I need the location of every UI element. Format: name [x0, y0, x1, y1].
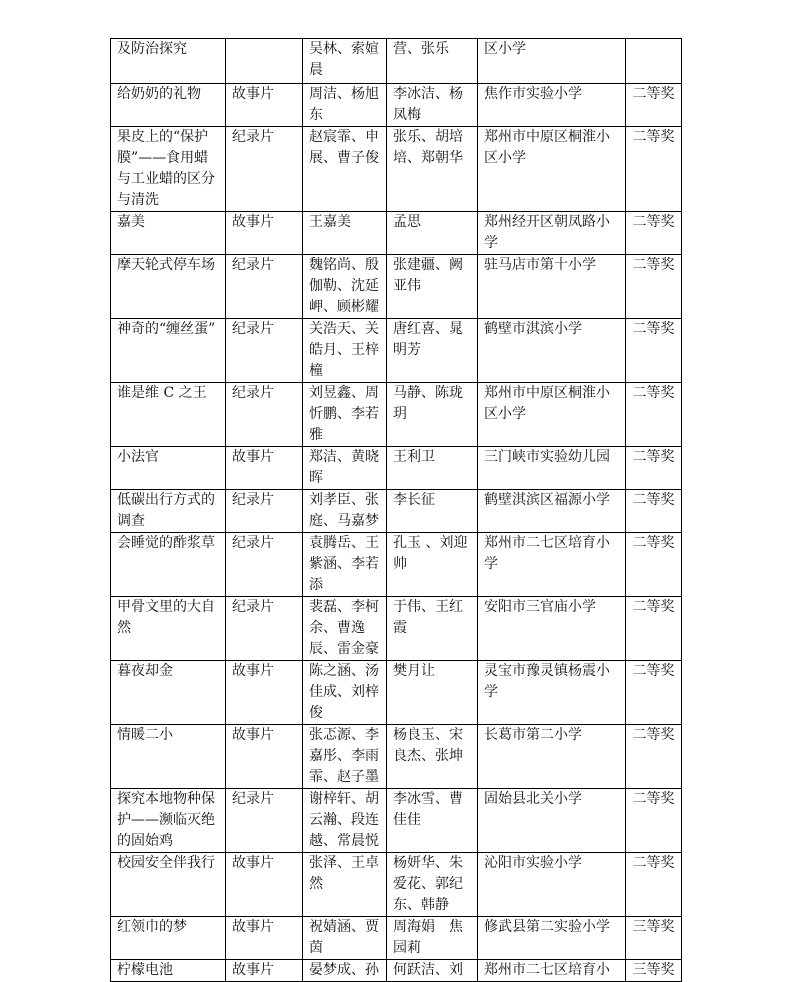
- award-cell: 二等奖: [626, 597, 682, 661]
- title-cell: 小法官: [111, 447, 226, 490]
- students-cell: 吴林、索媗晨: [303, 39, 387, 84]
- type-cell: 纪录片: [226, 255, 303, 319]
- type-cell: 故事片: [226, 960, 303, 982]
- table-body: [111, 39, 682, 982]
- teachers-cell: 唐红喜、晁明芳: [387, 319, 478, 383]
- students-cell: 裴磊、李柯余、曹逸辰、雷金豪: [303, 597, 387, 661]
- award-cell: 二等奖: [626, 661, 682, 725]
- students-cell: 袁腾岳、王紫涵、李若添: [303, 533, 387, 597]
- students-cell: 刘昱鑫、周忻鹏、李若雅: [303, 383, 387, 447]
- teachers-cell: 营、张乐: [387, 39, 478, 84]
- award-cell: 二等奖: [626, 490, 682, 533]
- school-cell: 郑州市二七区培育小学: [478, 533, 626, 597]
- students-cell: 赵宸霏、申展、曹子俊: [303, 127, 387, 212]
- teachers-cell: 杨良玉、宋良杰、张坤: [387, 725, 478, 789]
- table-row: [111, 661, 682, 725]
- title-cell: 暮夜却金: [111, 661, 226, 725]
- table-row: [111, 319, 682, 383]
- title-cell: 会睡觉的酢浆草: [111, 533, 226, 597]
- table-row: [111, 725, 682, 789]
- students-cell: 晏梦成、孙: [303, 960, 387, 982]
- teachers-cell: 于伟、王红霞: [387, 597, 478, 661]
- school-cell: 固始县北关小学: [478, 789, 626, 853]
- title-cell: 情暖二小: [111, 725, 226, 789]
- table-row: [111, 39, 682, 84]
- award-cell: 二等奖: [626, 447, 682, 490]
- table-row: [111, 853, 682, 917]
- type-cell: 纪录片: [226, 789, 303, 853]
- award-cell: 二等奖: [626, 533, 682, 597]
- students-cell: 祝婧涵、贾茵: [303, 917, 387, 960]
- teachers-cell: 马静、陈珑玥: [387, 383, 478, 447]
- school-cell: 驻马店市第十小学: [478, 255, 626, 319]
- teachers-cell: 周海娟 焦园莉: [387, 917, 478, 960]
- award-cell: 二等奖: [626, 127, 682, 212]
- students-cell: 刘孝臣、张庭、马嘉梦: [303, 490, 387, 533]
- table-row: [111, 255, 682, 319]
- school-cell: 焦作市实验小学: [478, 84, 626, 127]
- award-cell: 三等奖: [626, 917, 682, 960]
- type-cell: 纪录片: [226, 319, 303, 383]
- teachers-cell: 张乐、胡培培、郑朝华: [387, 127, 478, 212]
- table-row: [111, 490, 682, 533]
- students-cell: 张忑源、李嘉彤、李雨霏、赵子墨: [303, 725, 387, 789]
- award-cell: 二等奖: [626, 255, 682, 319]
- title-cell: 甲骨文里的大自然: [111, 597, 226, 661]
- award-cell: 二等奖: [626, 319, 682, 383]
- school-cell: 区小学: [478, 39, 626, 84]
- type-cell: 故事片: [226, 661, 303, 725]
- teachers-cell: 张建疆、阙亚伟: [387, 255, 478, 319]
- award-cell: 三等奖: [626, 960, 682, 982]
- teachers-cell: 孟思: [387, 212, 478, 255]
- students-cell: 周洁、杨旭东: [303, 84, 387, 127]
- teachers-cell: 何跃洁、刘: [387, 960, 478, 982]
- type-cell: 故事片: [226, 212, 303, 255]
- type-cell: 故事片: [226, 84, 303, 127]
- award-cell: 二等奖: [626, 212, 682, 255]
- school-cell: 郑州市二七区培育小: [478, 960, 626, 982]
- students-cell: 关浩天、关皓月、王梓橦: [303, 319, 387, 383]
- school-cell: 郑州市中原区桐淮小区小学: [478, 127, 626, 212]
- school-cell: 鹤壁市淇滨小学: [478, 319, 626, 383]
- school-cell: 长葛市第二小学: [478, 725, 626, 789]
- type-cell: 纪录片: [226, 383, 303, 447]
- title-cell: 红领巾的梦: [111, 917, 226, 960]
- teachers-cell: 李冰洁、杨凤梅: [387, 84, 478, 127]
- school-cell: 修武县第二实验小学: [478, 917, 626, 960]
- title-cell: 柠檬电池: [111, 960, 226, 982]
- students-cell: 陈之涵、汤佳成、刘梓俊: [303, 661, 387, 725]
- table-row: [111, 212, 682, 255]
- type-cell: 故事片: [226, 725, 303, 789]
- title-cell: 嘉美: [111, 212, 226, 255]
- students-cell: 张泽、王卓然: [303, 853, 387, 917]
- students-cell: 郑洁、黄晓晖: [303, 447, 387, 490]
- school-cell: 安阳市三官庙小学: [478, 597, 626, 661]
- type-cell: 故事片: [226, 447, 303, 490]
- table-row: [111, 789, 682, 853]
- title-cell: 果皮上的“保护膜”——食用蜡与工业蜡的区分与清洗: [111, 127, 226, 212]
- school-cell: 郑州经开区朝凤路小学: [478, 212, 626, 255]
- type-cell: 纪录片: [226, 127, 303, 212]
- title-cell: 摩天轮式停车场: [111, 255, 226, 319]
- title-cell: 谁是维 C 之王: [111, 383, 226, 447]
- teachers-cell: 李冰雪、曹佳佳: [387, 789, 478, 853]
- award-cell: 二等奖: [626, 789, 682, 853]
- type-cell: 纪录片: [226, 490, 303, 533]
- students-cell: 魏铭尚、殷伽勒、沈延岬、顾彬耀: [303, 255, 387, 319]
- type-cell: [226, 39, 303, 84]
- table-row: [111, 533, 682, 597]
- title-cell: 给奶奶的礼物: [111, 84, 226, 127]
- title-cell: 校园安全伴我行: [111, 853, 226, 917]
- students-cell: 王嘉美: [303, 212, 387, 255]
- teachers-cell: 李长征: [387, 490, 478, 533]
- students-cell: 谢梓轩、胡云瀚、段连越、常晨悦: [303, 789, 387, 853]
- title-cell: 探究本地物种保护——濒临灭绝的固始鸡: [111, 789, 226, 853]
- teachers-cell: 樊月让: [387, 661, 478, 725]
- award-cell: 二等奖: [626, 383, 682, 447]
- awards-table: [110, 38, 682, 982]
- school-cell: 鹤壁淇滨区福源小学: [478, 490, 626, 533]
- table-row: [111, 447, 682, 490]
- award-cell: 二等奖: [626, 853, 682, 917]
- title-cell: 及防治探究: [111, 39, 226, 84]
- table-row: [111, 917, 682, 960]
- school-cell: 郑州市中原区桐淮小区小学: [478, 383, 626, 447]
- teachers-cell: 杨妍华、朱爱花、郭纪东、韩静: [387, 853, 478, 917]
- teachers-cell: 孔玉 、刘迎帅: [387, 533, 478, 597]
- type-cell: 故事片: [226, 853, 303, 917]
- type-cell: 故事片: [226, 917, 303, 960]
- award-cell: 二等奖: [626, 725, 682, 789]
- table-row: [111, 597, 682, 661]
- type-cell: 纪录片: [226, 533, 303, 597]
- school-cell: 三门峡市实验幼儿园: [478, 447, 626, 490]
- type-cell: 纪录片: [226, 597, 303, 661]
- table-row: [111, 383, 682, 447]
- award-cell: [626, 39, 682, 84]
- title-cell: 低碳出行方式的调查: [111, 490, 226, 533]
- table-row: [111, 127, 682, 212]
- award-cell: 二等奖: [626, 84, 682, 127]
- school-cell: 灵宝市豫灵镇杨震小学: [478, 661, 626, 725]
- table-row: [111, 960, 682, 982]
- school-cell: 沁阳市实验小学: [478, 853, 626, 917]
- table-row: [111, 84, 682, 127]
- title-cell: 神奇的“缠丝蛋”: [111, 319, 226, 383]
- teachers-cell: 王利卫: [387, 447, 478, 490]
